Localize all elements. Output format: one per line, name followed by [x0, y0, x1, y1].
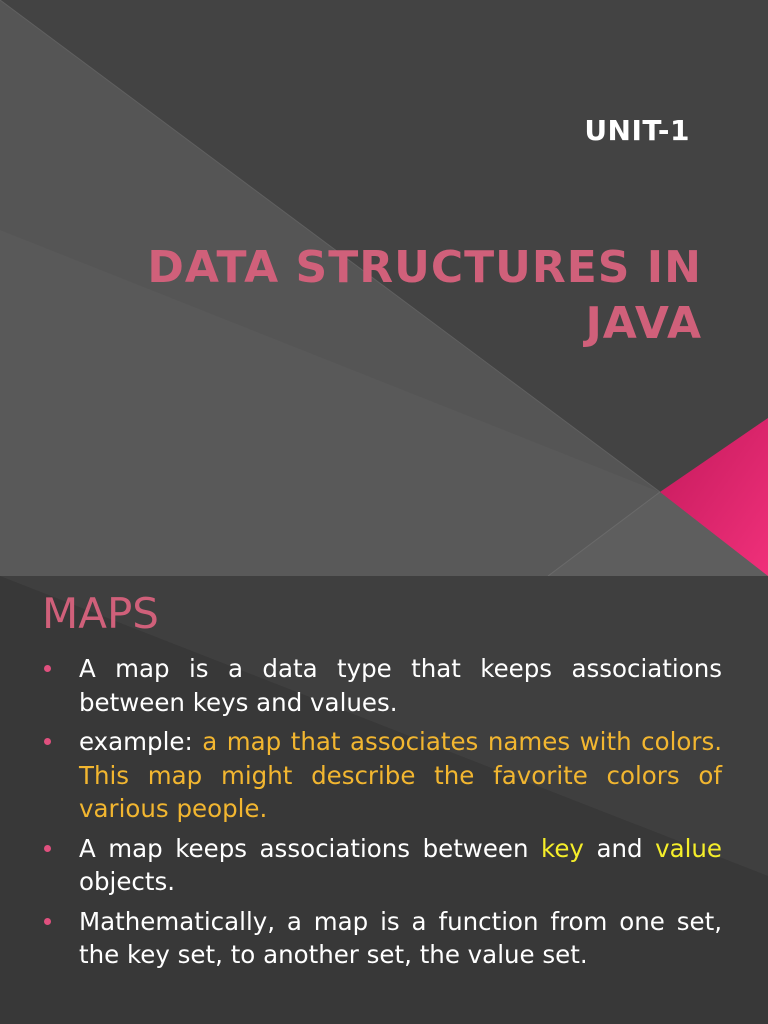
value-highlight: value [655, 833, 722, 863]
bullet-dot [44, 665, 51, 672]
bullet-highlight: a map that associates names with colors. This map might describe the favorite colors of various people. [79, 727, 723, 823]
bullet-dot [44, 738, 51, 745]
bullet-dot [44, 845, 51, 852]
bullet-item-4 [42, 905, 722, 972]
bullet-part: A map keeps associations between [79, 833, 542, 863]
bullet-text: Mathematically, a map is a function from one set, the key set, to another set, the value set. [79, 906, 722, 969]
maps-title: MAPS [42, 589, 159, 638]
unit-label: UNIT-1 [584, 114, 690, 147]
bullet-item-2 [42, 725, 722, 826]
maps-slide [0, 576, 768, 1024]
bullet-prefix: example: [79, 727, 203, 756]
bullet-item-1 [42, 652, 722, 719]
slide-title [62, 240, 702, 352]
key-highlight: key [541, 833, 584, 863]
bullet-list [42, 652, 722, 978]
bullet-item-3 [42, 832, 722, 899]
slide-title-line-2: JAVA [585, 298, 702, 349]
bullet-part: objects. [79, 867, 176, 896]
bullet-dot [44, 918, 51, 925]
slide-title-line-1: DATA STRUCTURES IN [147, 242, 702, 293]
bullet-part: and [583, 833, 656, 863]
bullet-text: A map is a data type that keeps associations between keys and values. [79, 654, 722, 717]
